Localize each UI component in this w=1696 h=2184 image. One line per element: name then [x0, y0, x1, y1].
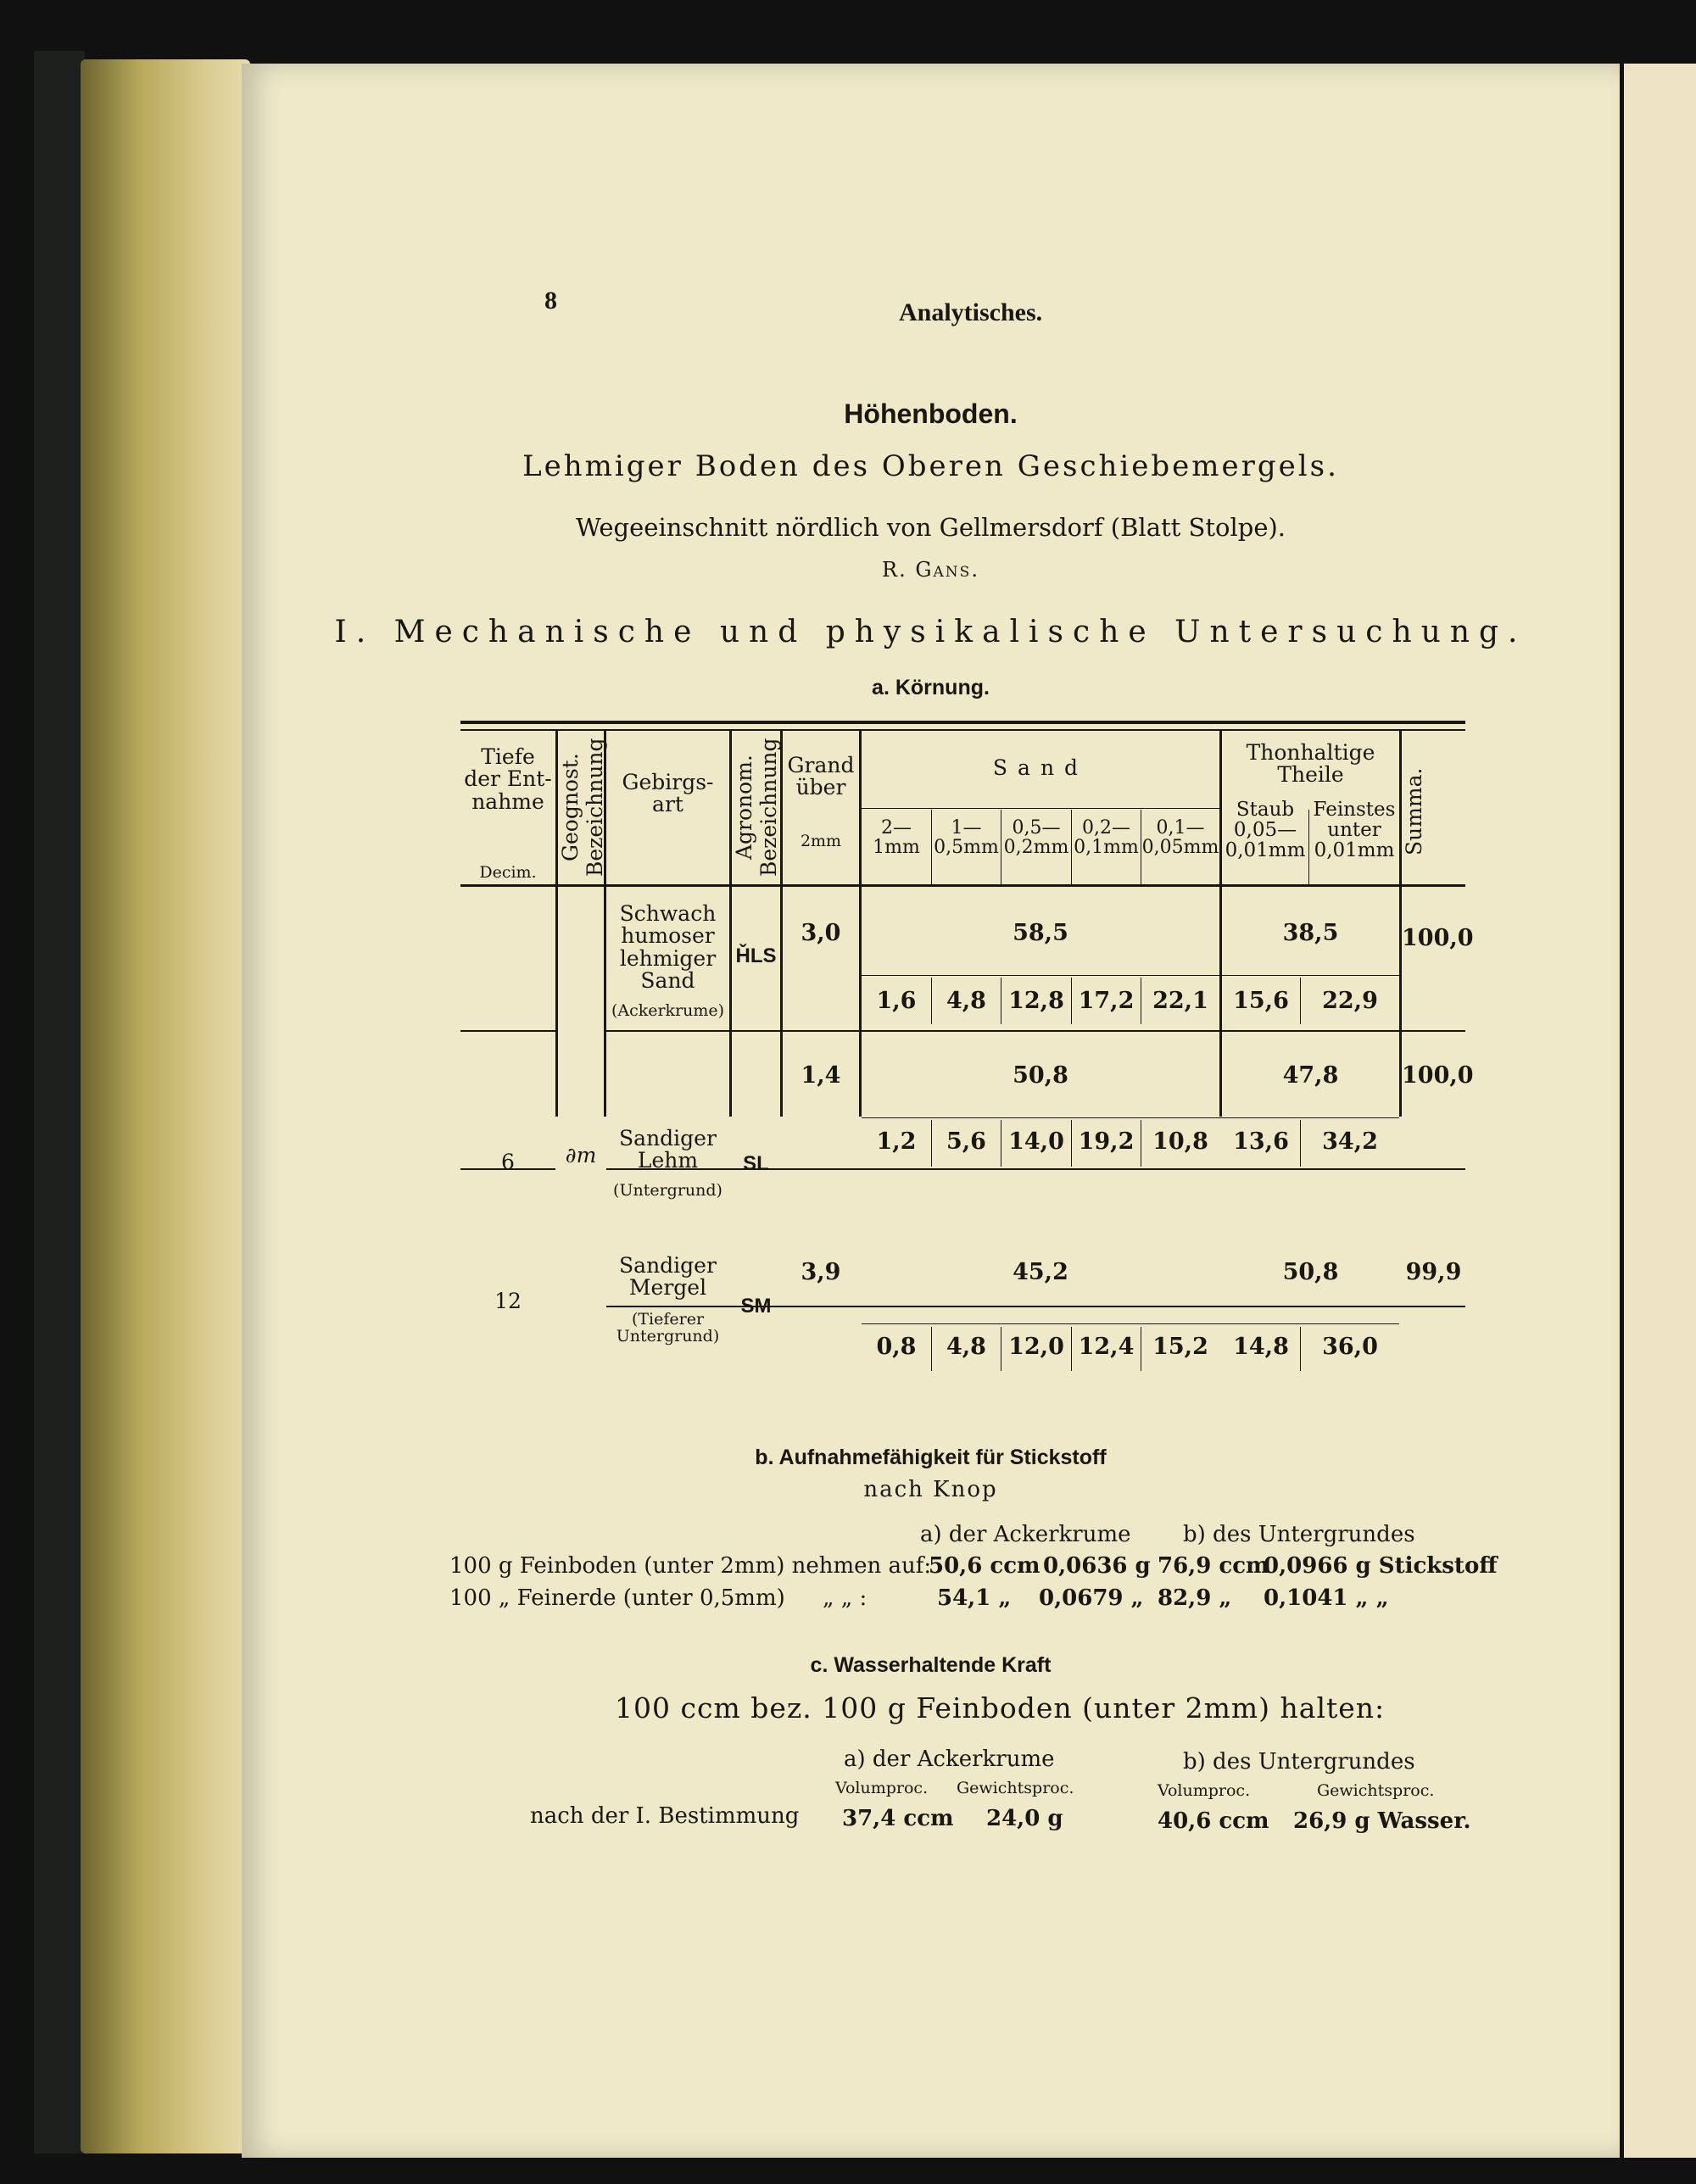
header-feinstes: Feinstes unter 0,01mm	[1313, 799, 1396, 862]
header-sand-col: 0,1— 0,05mm	[1141, 817, 1219, 859]
table-top-rule-2	[460, 729, 1465, 731]
part-c-gewichtsproc-b: Gewichtsproc.	[1317, 1781, 1435, 1800]
part-c-row-label: nach der I. Bestimmung	[530, 1803, 800, 1829]
part-c-col-a: a) der Ackerkrume	[844, 1747, 1055, 1772]
header-thon: Thonhaltige Theile	[1246, 740, 1375, 788]
header-grand: Grand über	[787, 753, 855, 800]
part-b-col-a: a) der Ackerkrume	[920, 1522, 1131, 1547]
header-sand: Sand	[992, 755, 1089, 780]
part-b-line1-label: 100 g Feinboden (unter 2mm) nehmen auf:	[449, 1553, 932, 1579]
row2-sand-value: 10,8	[1152, 1128, 1208, 1155]
row1-feinstes: 22,9	[1322, 988, 1378, 1014]
part-b-line2-a-g: 0,0679 „	[1039, 1585, 1144, 1611]
part-b-line2-b-g: 0,1041 „ „	[1264, 1585, 1389, 1611]
row2-sand-value: 19,2	[1078, 1128, 1135, 1155]
table-top-rule	[460, 721, 1465, 724]
row3-feinstes: 36,0	[1322, 1334, 1378, 1360]
row3-sand-value: 4,8	[946, 1334, 986, 1360]
header-gebirgsart: Gebirgs- art	[622, 770, 714, 817]
sub-rule	[862, 1323, 1399, 1324]
header-sand-col: 0,2— 0,1mm	[1074, 817, 1139, 859]
part-b-line1-a-g: 0,0636 g	[1043, 1553, 1151, 1579]
row2-sand-value: 5,6	[946, 1128, 986, 1155]
row1-sand-value: 22,1	[1152, 988, 1208, 1014]
row1-agronom: ȞLS	[735, 944, 777, 967]
row2-sand-value: 14,0	[1008, 1128, 1064, 1155]
part-b-sub: nach Knop	[863, 1477, 998, 1502]
header-summa: Summa.	[1402, 767, 1426, 856]
header-decim: Decim.	[479, 863, 537, 882]
row3-sand-value: 12,0	[1008, 1334, 1064, 1360]
part-b-line2-ditto: „ „ :	[823, 1585, 868, 1611]
row3-agronom: SM	[740, 1295, 772, 1318]
part-a-heading: a. Körnung.	[872, 676, 990, 699]
sub-rule	[862, 1117, 1399, 1118]
page-title: Höhenboden.	[844, 398, 1018, 429]
row2-sand-value: 1,2	[876, 1128, 917, 1155]
part-c-b-vol: 40,6 ccm	[1158, 1808, 1269, 1834]
page-subtitle: Lehmiger Boden des Oberen Geschiebemergels.	[522, 449, 1339, 483]
header-tiefe: Tiefe der Ent- nahme	[464, 744, 552, 814]
header-geognost: Geognost. Bezeichnung	[558, 738, 607, 878]
header-sand-col: 2— 1mm	[873, 817, 920, 859]
location-line: Wegeeinschnitt nördlich von Gellmersdorf (Blatt Stolpe).	[575, 513, 1286, 542]
row-rule	[606, 1030, 1465, 1032]
row1-staub: 15,6	[1233, 988, 1289, 1014]
row1-sand-value: 4,8	[946, 988, 986, 1014]
row1-sand-value: 1,6	[876, 988, 917, 1014]
header-staub: Staub 0,05— 0,01mm	[1225, 799, 1306, 862]
row2-sand-total: 50,8	[1013, 1062, 1068, 1089]
part-c-statement: 100 ccm bez. 100 g Feinboden (unter 2mm) halten:	[615, 1691, 1386, 1724]
row1-sand-total: 58,5	[1013, 920, 1068, 946]
row2-staub: 13,6	[1233, 1128, 1289, 1155]
row2-agronom: SL	[743, 1152, 769, 1175]
header-grand-unit: 2mm	[800, 832, 842, 850]
running-head: Analytisches.	[899, 298, 1043, 326]
part-c-col-b: b) des Untergrundes	[1183, 1749, 1415, 1774]
geognost-symbol: ∂m	[565, 1143, 597, 1167]
part-c-a-vol: 37,4 ccm	[842, 1806, 954, 1831]
row3-grand: 3,9	[801, 1259, 841, 1285]
next-page-edge	[1624, 64, 1696, 2158]
page-number: 8	[544, 287, 557, 315]
row3-summa: 99,9	[1405, 1259, 1462, 1285]
row1-art: Schwach humoser lehmiger Sand	[619, 901, 717, 993]
header-sand-col: 1— 0,5mm	[934, 817, 999, 859]
row3-thon-total: 50,8	[1282, 1259, 1339, 1285]
part-b-line2-a-ccm: 54,1 „	[937, 1585, 1012, 1611]
book-cover-edge	[34, 51, 85, 2153]
author-line: R. Gans.	[882, 558, 979, 582]
part-b-col-b: b) des Untergrundes	[1183, 1522, 1415, 1547]
row1-thon-total: 38,5	[1282, 920, 1339, 946]
part-b-line2-b-ccm: 82,9 „	[1158, 1585, 1232, 1611]
row1-sand-value: 12,8	[1008, 988, 1064, 1014]
part-c-gewichtsproc-a: Gewichtsproc.	[957, 1779, 1074, 1797]
row2-tiefe: 6	[501, 1150, 515, 1174]
part-b-line2-label: 100 „ Feinerde (unter 0,5mm)	[449, 1585, 785, 1611]
row3-art: Sandiger Mergel	[619, 1253, 717, 1301]
row2-summa: 100,0	[1402, 1062, 1474, 1089]
row3-art-note: (Tieferer Untergrund)	[616, 1310, 720, 1346]
row3-sand-total: 45,2	[1013, 1259, 1068, 1285]
part-c-b-gew: 26,9 g Wasser.	[1293, 1808, 1471, 1834]
sand-sub-rule	[862, 808, 1219, 809]
book-page	[242, 64, 1620, 2158]
header-agronom: Agronom. Bezeichnung	[732, 738, 781, 878]
part-c-volumproc-b: Volumproc.	[1158, 1781, 1251, 1800]
table-header-rule	[460, 884, 1465, 887]
part-b-heading: b. Aufnahmefähigkeit für Stickstoff	[755, 1446, 1107, 1469]
row1-summa: 100,0	[1402, 925, 1474, 951]
part-b-line1-b-ccm: 76,9 ccm	[1158, 1553, 1269, 1579]
row1-grand: 3,0	[801, 920, 841, 946]
part-b-line1-b-g: 0,0966 g Stickstoff	[1264, 1553, 1498, 1579]
sub-rule	[862, 975, 1399, 976]
part-c-a-gew: 24,0 g	[986, 1806, 1063, 1831]
row2-thon-total: 47,8	[1282, 1062, 1339, 1089]
row2-feinstes: 34,2	[1322, 1128, 1378, 1155]
row3-sand-value: 12,4	[1078, 1334, 1135, 1360]
row1-art-note: (Ackerkrume)	[611, 1001, 725, 1020]
row3-staub: 14,8	[1233, 1334, 1289, 1360]
row2-art-note: (Untergrund)	[613, 1181, 722, 1200]
part-b-line1-a-ccm: 50,6 ccm	[929, 1553, 1040, 1579]
page-stack-edge	[81, 59, 250, 2153]
section-title: I. Mechanische und physikalische Untersuchung.	[334, 615, 1527, 649]
row3-tiefe: 12	[494, 1289, 522, 1313]
row2-grand: 1,4	[801, 1062, 841, 1089]
part-c-volumproc-a: Volumproc.	[835, 1779, 929, 1797]
row3-sand-value: 15,2	[1152, 1334, 1208, 1360]
header-sand-col: 0,5— 0,2mm	[1003, 817, 1069, 859]
part-c-heading: c. Wasserhaltende Kraft	[810, 1653, 1052, 1677]
row1-sand-value: 17,2	[1078, 988, 1135, 1014]
row3-sand-value: 0,8	[876, 1334, 917, 1360]
row-rule	[460, 1030, 555, 1032]
row2-art: Sandiger Lehm	[619, 1126, 717, 1173]
